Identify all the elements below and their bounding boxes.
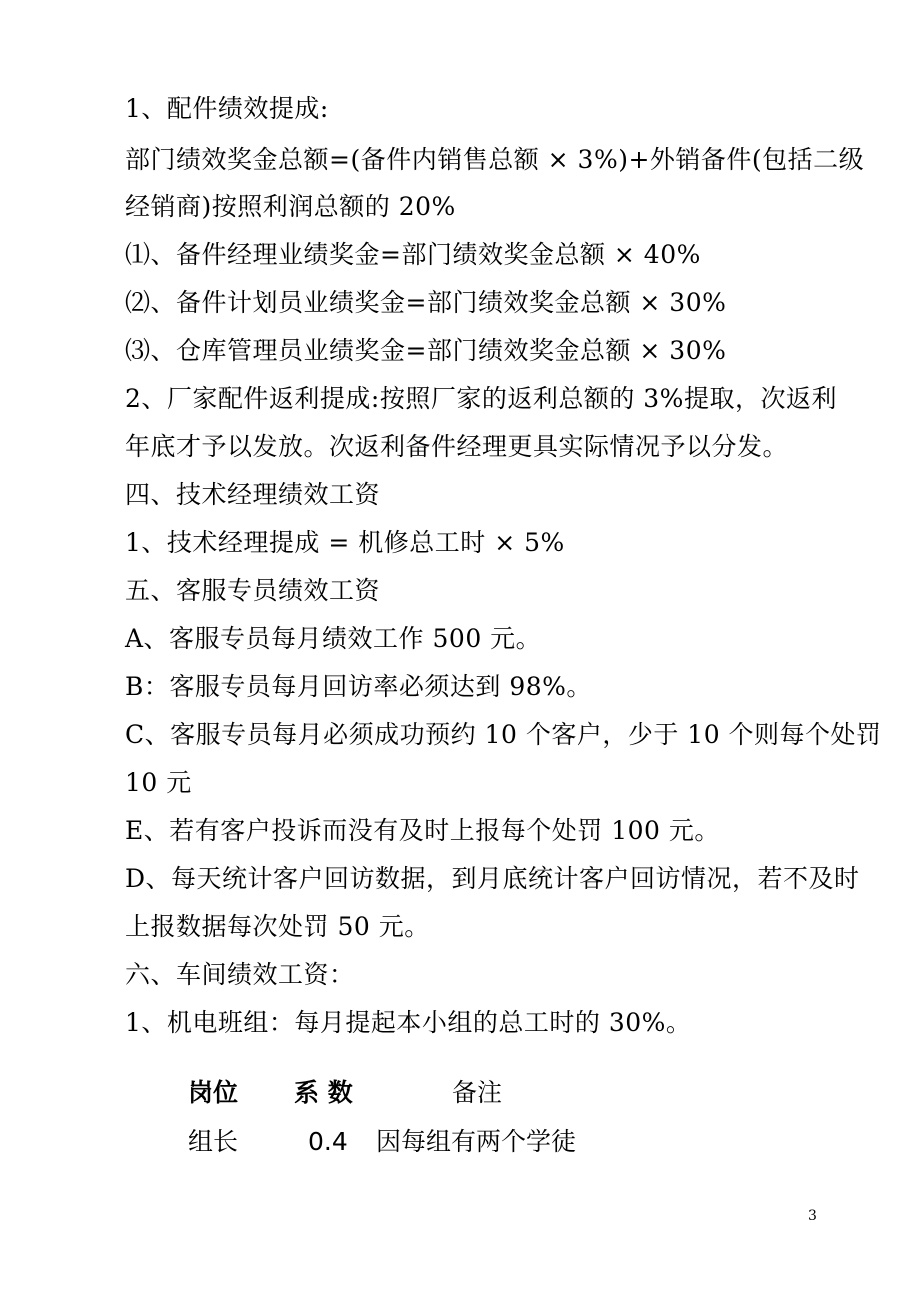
paragraph-line: 1、技术经理提成 = 机修总工时 × 5% [125,528,565,557]
table-header-coefficient: 系 数 [294,1078,353,1107]
paragraph-line: 部门绩效奖金总额=(备件内销售总额 × 3%)+外销备件(包括二级 [125,145,865,174]
table-header-remarks: 备注 [452,1078,503,1107]
section-heading-workshop: 六、车间绩效工资： [125,960,355,989]
page-number: 3 [808,1208,817,1224]
section-heading-rebate-commission: 2、厂家配件返利提成:按照厂家的返利总额的 3%提取，次返利 [125,384,837,413]
list-item: ⑴、备件经理业绩奖金=部门绩效奖金总额 × 40% [125,240,701,269]
table-cell-position: 组长 [188,1127,239,1156]
table-cell-coefficient: 0.4 [308,1127,348,1156]
list-item: E、若有客户投诉而没有及时上报每个处罚 100 元。 [125,816,720,845]
paragraph-line: 1、机电班组：每月提起本小组的总工时的 30%。 [125,1008,692,1037]
list-item: B：客服专员每月回访率必须达到 98%。 [125,672,592,701]
list-item: ⑵、备件计划员业绩奖金=部门绩效奖金总额 × 30% [125,288,727,317]
paragraph-line: 经销商)按照利润总额的 20% [125,192,456,221]
table-header-position: 岗位 [188,1078,239,1107]
section-heading-parts-commission: 1、配件绩效提成: [125,94,329,123]
section-heading-customer-service: 五、客服专员绩效工资 [125,576,381,605]
list-item: A、客服专员每月绩效工作 500 元。 [125,624,542,653]
paragraph-line: 上报数据每次处罚 50 元。 [125,912,430,941]
list-item: C、客服专员每月必须成功预约 10 个客户，少于 10 个则每个处罚 [125,720,882,749]
paragraph-line: 10 元 [125,768,192,797]
table-cell-remarks: 因每组有两个学徒 [376,1127,577,1156]
section-heading-technical-manager: 四、技术经理绩效工资 [125,480,381,509]
paragraph-line: 年底才予以发放。次返利备件经理更具实际情况予以分发。 [125,432,789,461]
list-item: ⑶、仓库管理员业绩奖金=部门绩效奖金总额 × 30% [125,336,727,365]
list-item: D、每天统计客户回访数据，到月底统计客户回访情况，若不及时 [125,864,860,893]
